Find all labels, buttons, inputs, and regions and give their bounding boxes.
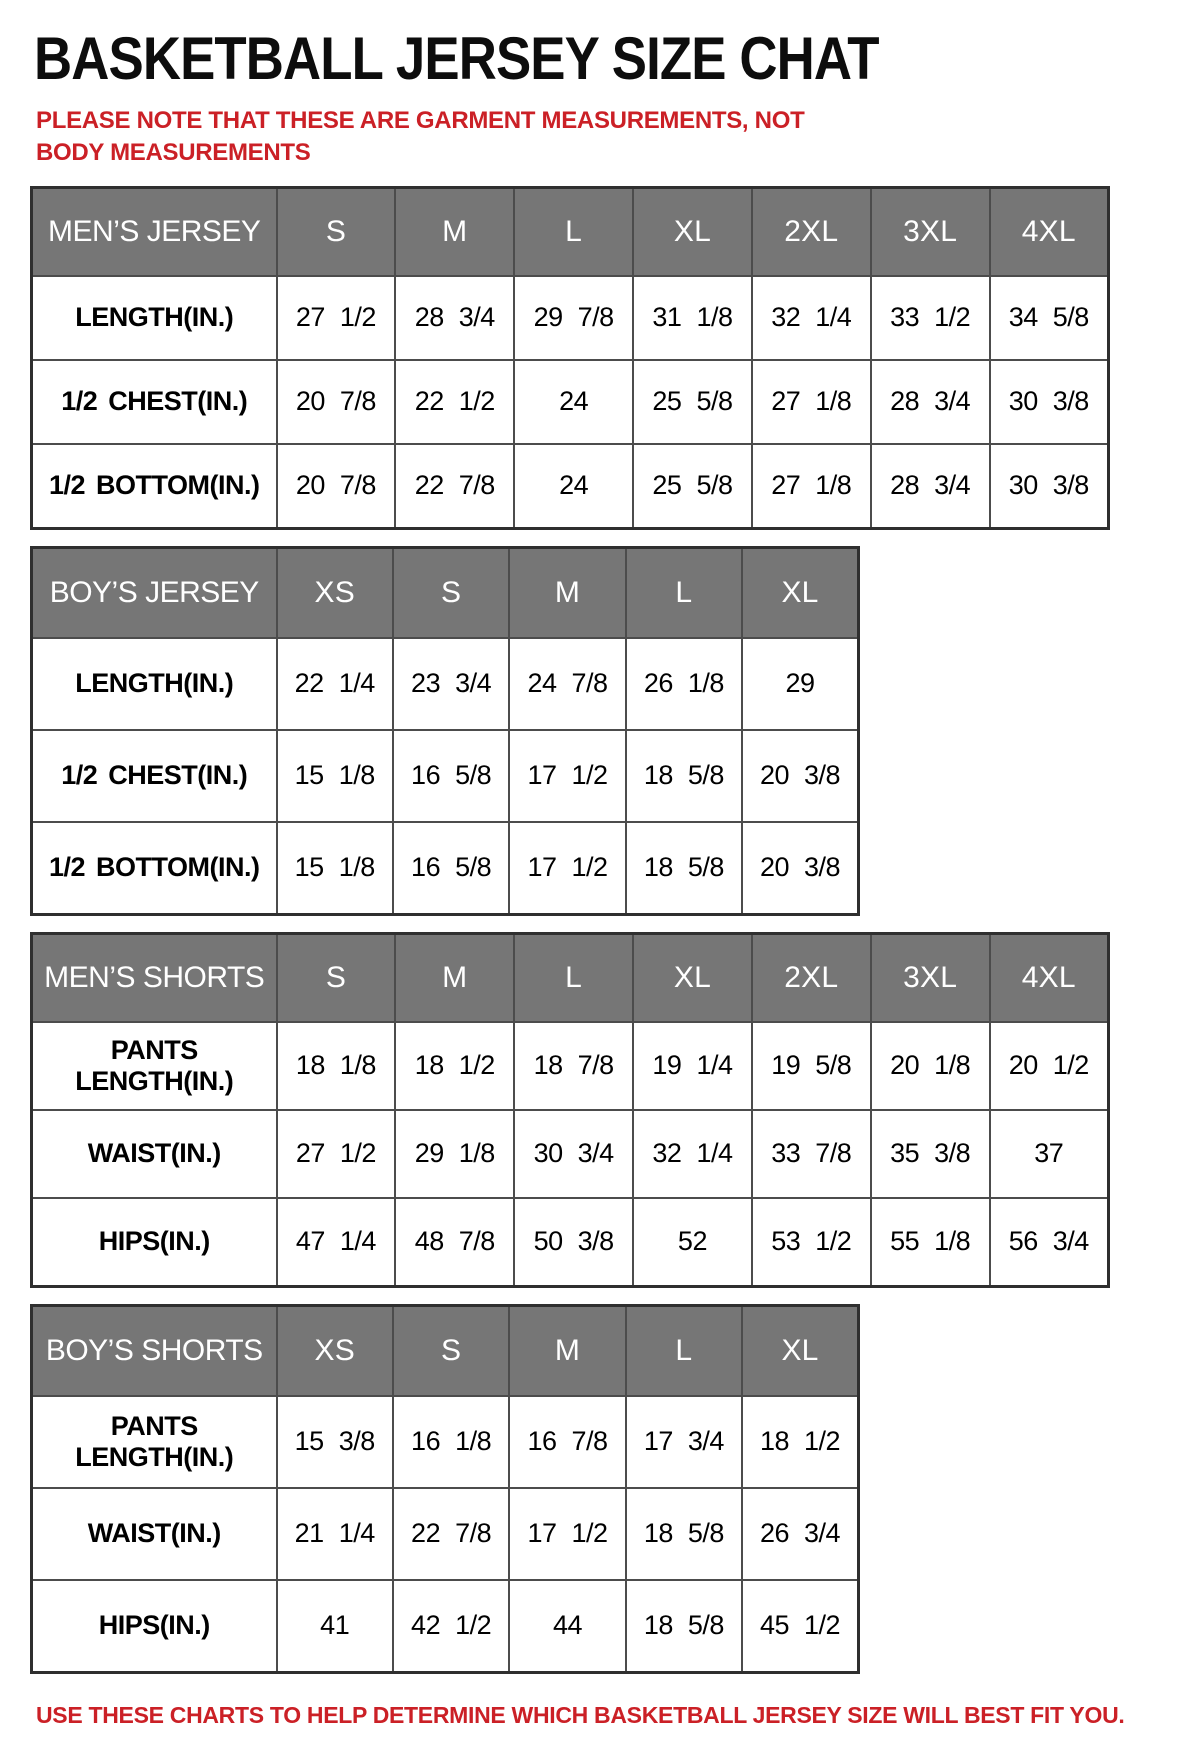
size-value-cell: 21 1/4 <box>277 1488 393 1580</box>
size-value-cell: 25 5/8 <box>633 360 752 444</box>
size-value-cell: 35 3/8 <box>871 1110 990 1198</box>
boys-shorts-size-header: L <box>626 1305 742 1396</box>
mens-jersey-size-header: S <box>277 187 396 276</box>
size-value-cell: 32 1/4 <box>752 276 871 360</box>
size-value-cell: 20 3/8 <box>742 822 858 915</box>
row-label: WAIST(IN.) <box>32 1488 277 1580</box>
table-row <box>32 638 859 730</box>
size-value-cell: 16 5/8 <box>393 730 509 822</box>
size-value-cell: 29 1/8 <box>395 1110 514 1198</box>
size-value-cell: 17 1/2 <box>509 730 625 822</box>
mens-shorts-size-header: M <box>395 933 514 1022</box>
size-value-cell: 42 1/2 <box>393 1580 509 1673</box>
size-value-cell: 20 7/8 <box>277 444 396 529</box>
size-value-cell: 20 7/8 <box>277 360 396 444</box>
size-value-cell: 30 3/8 <box>990 444 1109 529</box>
mens-shorts-table <box>30 932 1110 1288</box>
size-value-cell: 24 7/8 <box>509 638 625 730</box>
size-value-cell: 18 5/8 <box>626 822 742 915</box>
boys-shorts-title-cell: BOY’S SHORTS <box>32 1305 277 1396</box>
size-value-cell: 22 7/8 <box>393 1488 509 1580</box>
boys-jersey-size-header: M <box>509 547 625 638</box>
size-value-cell: 18 1/2 <box>395 1022 514 1110</box>
table-row <box>32 822 859 915</box>
table-row <box>32 1488 859 1580</box>
size-value-cell: 23 3/4 <box>393 638 509 730</box>
size-value-cell: 26 1/8 <box>626 638 742 730</box>
mens-jersey-size-header: M <box>395 187 514 276</box>
boys-jersey-title-cell: BOY’S JERSEY <box>32 547 277 638</box>
boys-shorts-header-row <box>32 1305 859 1396</box>
size-value-cell: 41 <box>277 1580 393 1673</box>
size-value-cell: 30 3/4 <box>514 1110 633 1198</box>
size-value-cell: 27 1/2 <box>277 1110 396 1198</box>
size-value-cell: 29 <box>742 638 858 730</box>
boys-shorts-size-header: XL <box>742 1305 858 1396</box>
size-value-cell: 45 1/2 <box>742 1580 858 1673</box>
mens-shorts-size-header: 4XL <box>990 933 1109 1022</box>
row-label: WAIST(IN.) <box>32 1110 277 1198</box>
mens-jersey-size-header: 4XL <box>990 187 1109 276</box>
mens-jersey-table <box>30 186 1110 530</box>
size-value-cell: 18 1/8 <box>277 1022 396 1110</box>
size-value-cell: 26 3/4 <box>742 1488 858 1580</box>
size-value-cell: 18 5/8 <box>626 730 742 822</box>
size-value-cell: 34 5/8 <box>990 276 1109 360</box>
mens-jersey-title-cell: MEN’S JERSEY <box>32 187 277 276</box>
row-label: PANTS LENGTH(IN.) <box>32 1022 277 1110</box>
boys-jersey-table <box>30 546 860 916</box>
size-value-cell: 18 5/8 <box>626 1580 742 1673</box>
mens-jersey-size-header: 3XL <box>871 187 990 276</box>
size-value-cell: 20 3/8 <box>742 730 858 822</box>
size-value-cell: 15 1/8 <box>277 730 393 822</box>
table-row <box>32 1110 1109 1198</box>
size-value-cell: 56 3/4 <box>990 1198 1109 1287</box>
size-value-cell: 28 3/4 <box>395 276 514 360</box>
row-label: LENGTH(IN.) <box>32 276 277 360</box>
row-label: HIPS(IN.) <box>32 1198 277 1287</box>
size-value-cell: 20 1/8 <box>871 1022 990 1110</box>
size-value-cell: 55 1/8 <box>871 1198 990 1287</box>
size-value-cell: 27 1/2 <box>277 276 396 360</box>
table-row <box>32 276 1109 360</box>
table-row <box>32 1022 1109 1110</box>
size-value-cell: 24 <box>514 360 633 444</box>
mens-shorts-size-header: S <box>277 933 396 1022</box>
boys-jersey-size-header: L <box>626 547 742 638</box>
size-value-cell: 17 3/4 <box>626 1396 742 1488</box>
size-value-cell: 18 1/2 <box>742 1396 858 1488</box>
size-value-cell: 22 7/8 <box>395 444 514 529</box>
size-value-cell: 16 7/8 <box>509 1396 625 1488</box>
row-label: HIPS(IN.) <box>32 1580 277 1673</box>
size-value-cell: 29 7/8 <box>514 276 633 360</box>
row-label: 1/2 CHEST(IN.) <box>32 730 277 822</box>
mens-jersey-size-header: L <box>514 187 633 276</box>
boys-jersey-size-header: S <box>393 547 509 638</box>
size-value-cell: 33 1/2 <box>871 276 990 360</box>
page-title: BASKETBALL JERSEY SIZE CHAT <box>34 25 879 92</box>
fit-guidance-note: USE THESE CHARTS TO HELP DETERMINE WHICH BASKETBALL JERSEY SIZE WILL BEST FIT YOU. <box>36 1701 1125 1728</box>
table-row <box>32 360 1109 444</box>
size-value-cell: 15 1/8 <box>277 822 393 915</box>
size-value-cell: 50 3/8 <box>514 1198 633 1287</box>
size-value-cell: 24 <box>514 444 633 529</box>
garment-measurement-note: PLEASE NOTE THAT THESE ARE GARMENT MEASUREMENTS, NOT BODY MEASUREMENTS <box>36 107 805 167</box>
row-label: LENGTH(IN.) <box>32 638 277 730</box>
size-value-cell: 19 1/4 <box>633 1022 752 1110</box>
size-value-cell: 27 1/8 <box>752 444 871 529</box>
size-value-cell: 52 <box>633 1198 752 1287</box>
mens-jersey-size-header: 2XL <box>752 187 871 276</box>
boys-shorts-table <box>30 1304 860 1674</box>
size-value-cell: 27 1/8 <box>752 360 871 444</box>
size-value-cell: 19 5/8 <box>752 1022 871 1110</box>
boys-jersey-size-header: XL <box>742 547 858 638</box>
row-label: 1/2 CHEST(IN.) <box>32 360 277 444</box>
size-value-cell: 22 1/4 <box>277 638 393 730</box>
size-value-cell: 18 7/8 <box>514 1022 633 1110</box>
size-tables-container <box>30 186 1172 1674</box>
mens-shorts-size-header: 2XL <box>752 933 871 1022</box>
size-value-cell: 16 5/8 <box>393 822 509 915</box>
size-value-cell: 22 1/2 <box>395 360 514 444</box>
size-value-cell: 33 7/8 <box>752 1110 871 1198</box>
boys-shorts-size-header: S <box>393 1305 509 1396</box>
mens-shorts-size-header: XL <box>633 933 752 1022</box>
table-row <box>32 730 859 822</box>
size-value-cell: 18 5/8 <box>626 1488 742 1580</box>
boys-jersey-header-row <box>32 547 859 638</box>
boys-shorts-size-header: M <box>509 1305 625 1396</box>
size-value-cell: 20 1/2 <box>990 1022 1109 1110</box>
size-value-cell: 48 7/8 <box>395 1198 514 1287</box>
row-label: 1/2 BOTTOM(IN.) <box>32 822 277 915</box>
size-value-cell: 16 1/8 <box>393 1396 509 1488</box>
size-value-cell: 28 3/4 <box>871 444 990 529</box>
size-value-cell: 15 3/8 <box>277 1396 393 1488</box>
size-value-cell: 44 <box>509 1580 625 1673</box>
table-row <box>32 1580 859 1673</box>
mens-jersey-size-header: XL <box>633 187 752 276</box>
table-row <box>32 1396 859 1488</box>
mens-shorts-title-cell: MEN’S SHORTS <box>32 933 277 1022</box>
size-value-cell: 47 1/4 <box>277 1198 396 1287</box>
mens-shorts-size-header: L <box>514 933 633 1022</box>
size-value-cell: 28 3/4 <box>871 360 990 444</box>
size-value-cell: 17 1/2 <box>509 822 625 915</box>
table-row <box>32 1198 1109 1287</box>
mens-jersey-header-row <box>32 187 1109 276</box>
mens-shorts-size-header: 3XL <box>871 933 990 1022</box>
size-value-cell: 30 3/8 <box>990 360 1109 444</box>
size-value-cell: 17 1/2 <box>509 1488 625 1580</box>
row-label: 1/2 BOTTOM(IN.) <box>32 444 277 529</box>
size-value-cell: 37 <box>990 1110 1109 1198</box>
size-value-cell: 25 5/8 <box>633 444 752 529</box>
boys-shorts-size-header: XS <box>277 1305 393 1396</box>
size-value-cell: 53 1/2 <box>752 1198 871 1287</box>
row-label: PANTS LENGTH(IN.) <box>32 1396 277 1488</box>
size-value-cell: 32 1/4 <box>633 1110 752 1198</box>
mens-shorts-header-row <box>32 933 1109 1022</box>
size-value-cell: 31 1/8 <box>633 276 752 360</box>
boys-jersey-size-header: XS <box>277 547 393 638</box>
table-row <box>32 444 1109 529</box>
